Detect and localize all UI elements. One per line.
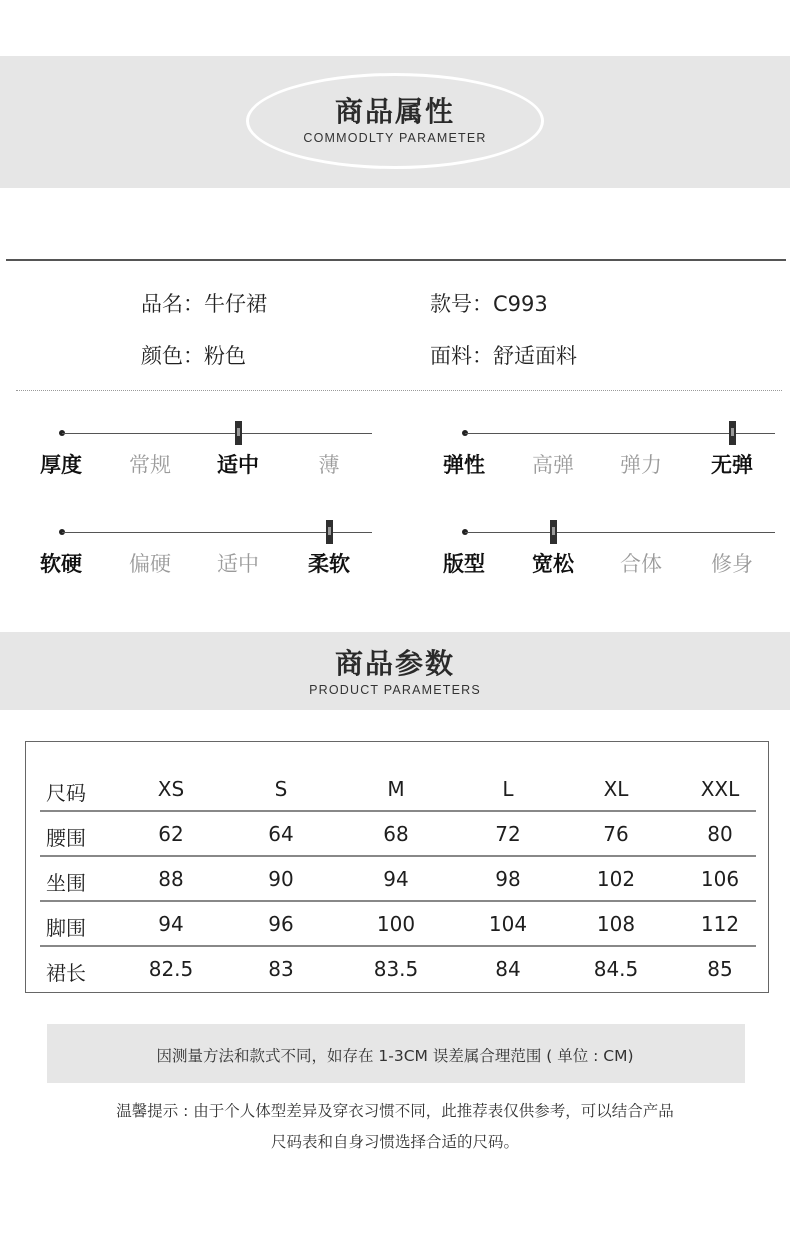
table-cell: 裙长 <box>46 961 86 985</box>
section-subtitle-attributes: COMMODLTY PARAMETER <box>303 131 487 145</box>
table-cell: 84 <box>495 957 521 981</box>
section-title-parameters: 商品参数 <box>334 647 455 680</box>
table-cell: 76 <box>603 822 629 846</box>
attribute-option: 无弹 <box>711 453 753 477</box>
table-header-cell: XL <box>603 777 629 801</box>
name-label: 品名： <box>141 292 204 316</box>
scale-marker <box>550 520 557 544</box>
table-header-cell: XS <box>157 777 185 801</box>
table-cell: 104 <box>488 912 528 936</box>
table-cell: 108 <box>596 912 636 936</box>
table-cell: 62 <box>158 822 184 846</box>
attribute-label: 软硬 <box>40 552 82 576</box>
attribute-option: 高弹 <box>532 453 574 477</box>
table-cell: 72 <box>495 822 521 846</box>
table-cell: 腰围 <box>46 826 86 850</box>
table-cell: 脚围 <box>46 916 86 940</box>
divider-rule <box>6 259 786 261</box>
table-cell: 94 <box>158 912 184 936</box>
attribute-option: 薄 <box>318 453 340 477</box>
dotted-separator <box>16 390 782 391</box>
table-row-divider <box>40 855 756 857</box>
style-label: 款号： <box>430 292 493 316</box>
attribute-option: 偏硬 <box>129 552 171 576</box>
color-value: 粉色 <box>204 344 246 368</box>
attribute-option: 柔软 <box>308 552 350 576</box>
table-cell: 80 <box>707 822 733 846</box>
product-style-number <box>430 288 548 318</box>
scale-marker <box>729 421 736 445</box>
attribute-option: 修身 <box>711 552 753 576</box>
table-row-divider <box>40 945 756 947</box>
product-fabric <box>430 340 577 370</box>
product-color <box>141 340 246 370</box>
table-cell: 84.5 <box>593 957 639 981</box>
table-cell: 100 <box>376 912 416 936</box>
table-cell: 64 <box>268 822 294 846</box>
scale-track <box>62 433 372 434</box>
section-subtitle-parameters: PRODUCT PARAMETERS <box>309 683 481 697</box>
table-cell: 96 <box>268 912 294 936</box>
table-cell: 82.5 <box>148 957 194 981</box>
product-name <box>141 288 267 318</box>
table-cell: 106 <box>700 867 740 891</box>
table-cell: 102 <box>596 867 636 891</box>
measure-note: 因测量方法和款式不同，如存在 1-3CM 误差属合理范围 ( 单位 : CM) <box>156 1047 634 1065</box>
fabric-value: 舒适面料 <box>493 344 577 368</box>
attribute-option: 弹力 <box>620 453 662 477</box>
table-row-divider <box>40 810 756 812</box>
tip-line-2: 尺码表和自身习惯选择合适的尺码。 <box>270 1133 519 1151</box>
table-header-cell: 尺码 <box>46 781 86 805</box>
attribute-label: 弹性 <box>443 453 485 477</box>
tip-line-1: 温馨提示 : 由于个人体型差异及穿衣习惯不同，此推荐表仅供参考，可以结合产品 <box>116 1102 674 1120</box>
table-header-cell: M <box>387 777 405 801</box>
color-label: 颜色： <box>141 344 204 368</box>
table-cell: 90 <box>268 867 294 891</box>
fabric-label: 面料： <box>430 344 493 368</box>
table-cell: 坐围 <box>46 871 86 895</box>
table-row-divider <box>40 900 756 902</box>
style-value: C993 <box>493 292 548 316</box>
attribute-label: 厚度 <box>40 453 82 477</box>
attribute-option: 常规 <box>129 453 171 477</box>
table-cell: 83.5 <box>373 957 419 981</box>
table-cell: 98 <box>495 867 521 891</box>
scale-marker <box>326 520 333 544</box>
attribute-label: 版型 <box>443 552 485 576</box>
attribute-option: 宽松 <box>532 552 574 576</box>
name-value: 牛仔裙 <box>204 292 267 316</box>
section-title-attributes: 商品属性 <box>334 95 455 128</box>
attribute-option: 合体 <box>620 552 662 576</box>
table-header-cell: S <box>274 777 288 801</box>
table-cell: 94 <box>383 867 409 891</box>
table-header-cell: L <box>502 777 514 801</box>
table-header-cell: XXL <box>700 777 740 801</box>
table-cell: 85 <box>707 957 733 981</box>
scale-marker <box>235 421 242 445</box>
table-cell: 112 <box>700 912 740 936</box>
attribute-option: 适中 <box>217 453 259 477</box>
scale-track <box>465 532 775 533</box>
table-cell: 68 <box>383 822 409 846</box>
table-cell: 83 <box>268 957 294 981</box>
table-cell: 88 <box>158 867 184 891</box>
attribute-option: 适中 <box>217 552 259 576</box>
